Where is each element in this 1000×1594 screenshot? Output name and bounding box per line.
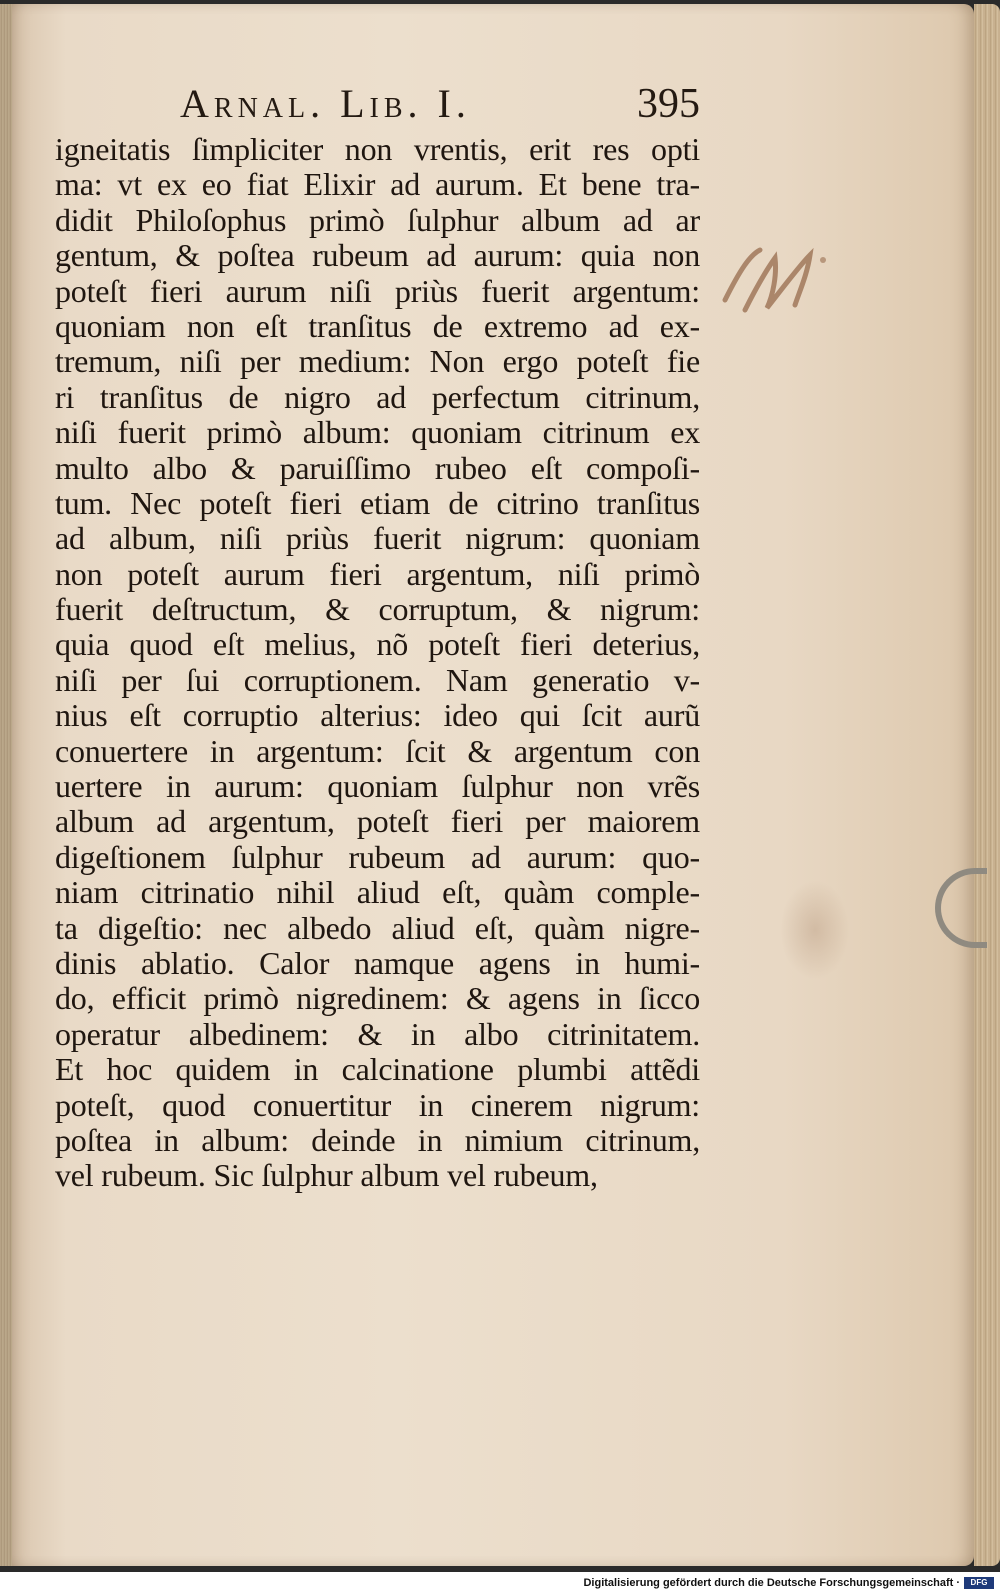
digitization-footer [0, 1572, 1000, 1594]
text-line: tum. Nec poteſt fieri etiam de citrino tranſitus [55, 484, 700, 521]
body-text [55, 132, 700, 1194]
text-line: ta digeſtio: nec albedo aliud eſt, quàm nigre- [55, 909, 700, 946]
text-line: ad album, niſi priùs fuerit nigrum: quoniam [55, 520, 700, 557]
text-line: poteſt, quod conuertitur in cinerem nigrum: [55, 1086, 700, 1123]
text-line: vel rubeum. Sic ſulphur album vel rubeum, [55, 1157, 598, 1194]
text-line: Et hoc quidem in calcinatione plumbi attẽdi [55, 1051, 700, 1088]
fore-edge [974, 4, 1000, 1566]
text-line: album ad argentum, poteſt fieri per maiorem [55, 803, 700, 840]
text-line: fuerit deſtructum, & corruptum, & nigrum: [55, 591, 700, 628]
text-line: conuertere in argentum: ſcit & argentum con [55, 732, 700, 769]
running-head [180, 80, 700, 134]
text-line: operatur albedinem: & in albo citrinitatem. [55, 1015, 700, 1052]
text-line: niſi per ſui corruptionem. Nam generatio v- [55, 661, 700, 698]
text-line: quia quod eſt melius, nõ poteſt fieri deterius, [55, 626, 700, 663]
binding-edge [0, 4, 12, 1566]
text-line: quoniam non eſt tranſitus de extremo ad ex- [55, 307, 700, 344]
page-number: 395 [637, 81, 700, 127]
text-line: nius eſt corruptio alterius: ideo qui ſcit aurũ [55, 697, 700, 734]
text-line: poſtea in album: deinde in nimium citrinum, [55, 1121, 700, 1158]
text-line: gentum, & poſtea rubeum ad aurum: quia non [55, 237, 700, 274]
text-line: niſi fuerit primò album: quoniam citrinum ex [55, 414, 700, 451]
text-line: tremum, niſi per medium: Non ergo poteſt fie [55, 343, 700, 380]
text-line: do, efficit primò nigredinem: & agens in ſicco [55, 980, 700, 1017]
text-line: non poteſt aurum fieri argentum, niſi primò [55, 555, 700, 592]
text-line: digeſtionem ſulphur rubeum ad aurum: quo- [55, 838, 700, 875]
paper-stain [780, 880, 850, 980]
text-line: ri tranſitus de nigro ad perfectum citrinum, [55, 378, 700, 415]
handwritten-margin-mark-icon [715, 240, 835, 320]
text-line: ma: vt ex eo fiat Elixir ad aurum. Et bene tra- [55, 166, 700, 203]
text-line: didit Philoſophus primò ſulphur album ad ar [55, 201, 700, 238]
text-line: poteſt fieri aurum niſi priùs fuerit argentum: [55, 272, 700, 309]
text-line: dinis ablatio. Calor namque agens in humi- [55, 944, 700, 981]
funding-credit: Digitalisierung gefördert durch die Deutsche Forschungsgemeinschaft · [583, 1577, 960, 1589]
text-line: igneitatis ſimpliciter non vrentis, erit res opti [55, 131, 700, 167]
text-line: multo albo & paruiſſimo rubeo eſt compoſi- [55, 449, 700, 486]
text-line: uertere in aurum: quoniam ſulphur non vrẽs [55, 768, 700, 805]
text-line: niam citrinatio nihil aliud eſt, quàm comple- [55, 874, 700, 911]
dfg-logo-icon: DFG [964, 1577, 994, 1589]
running-head-title: Arnal. Lib. I. [180, 81, 471, 126]
